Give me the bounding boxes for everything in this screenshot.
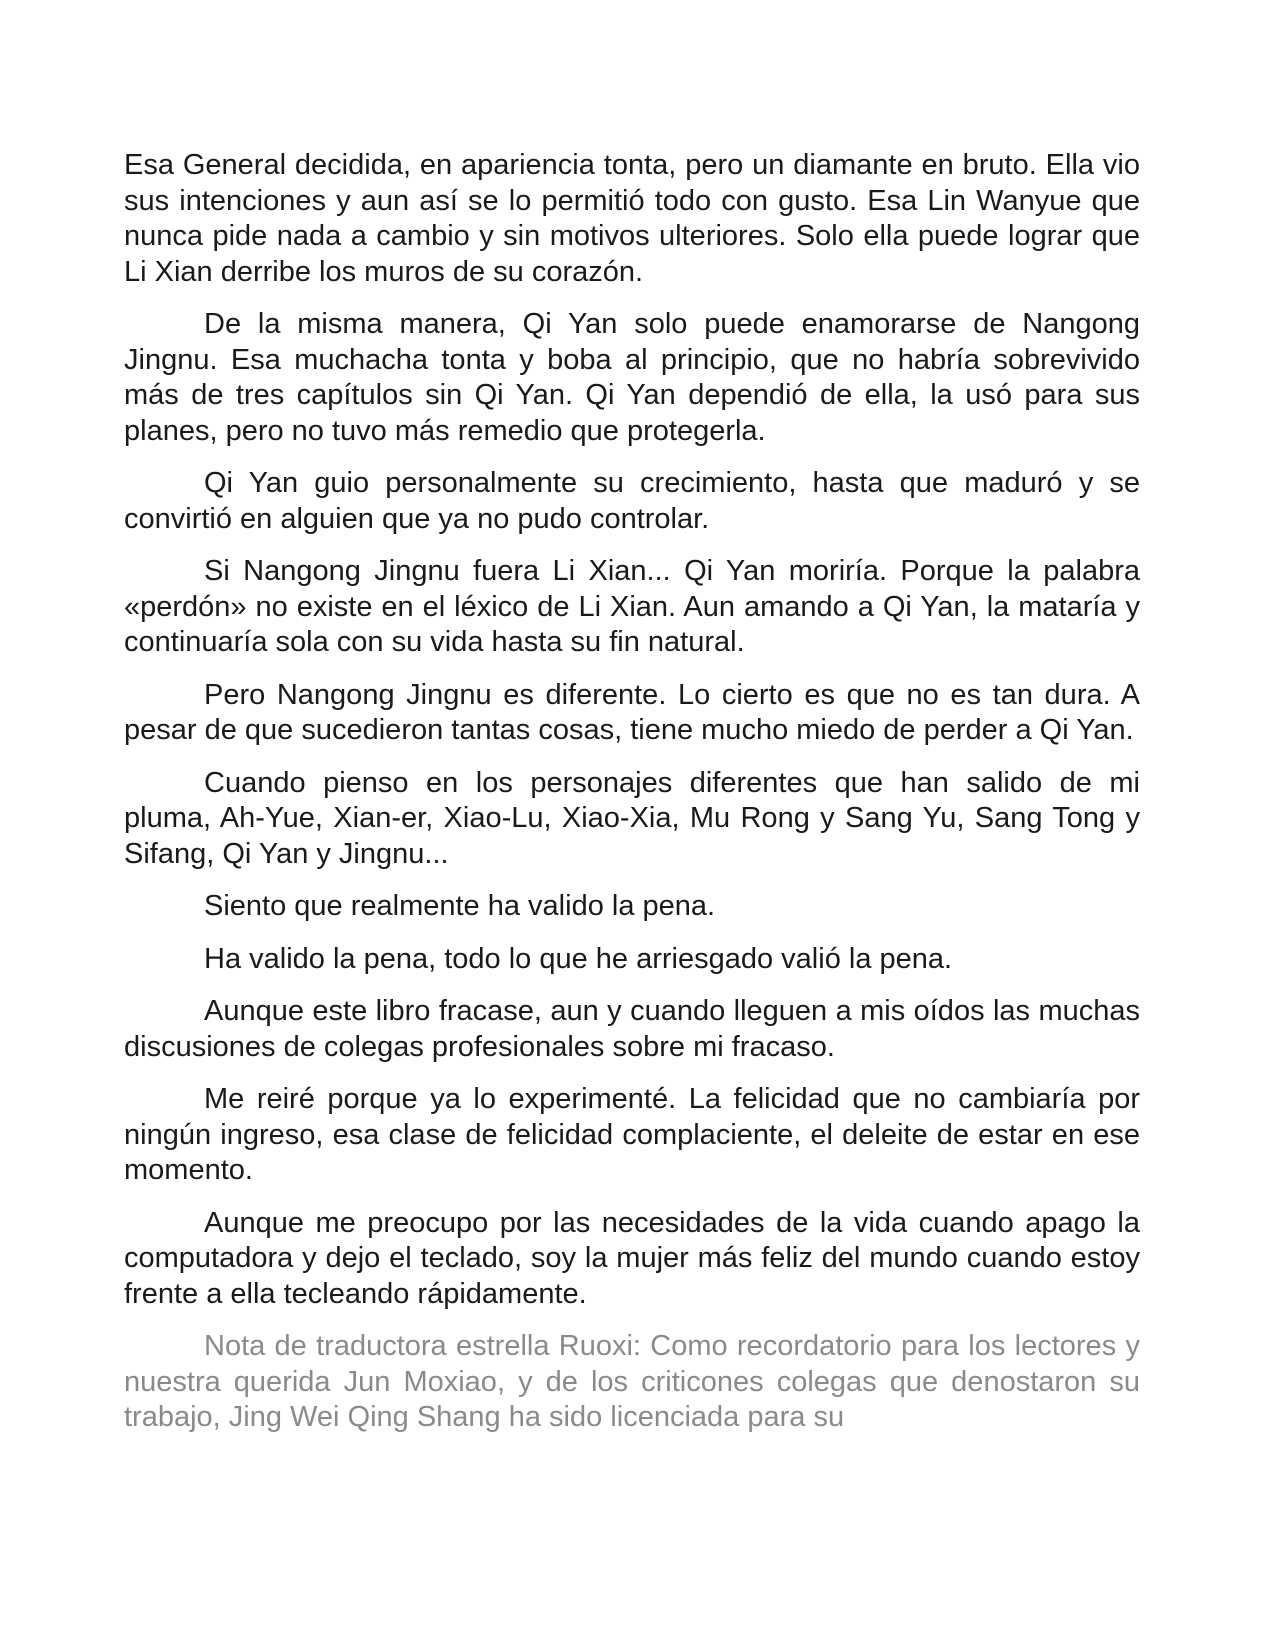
paragraph-1: Esa General decidida, en apariencia tonta, pero un diamante en bruto. Ella vio sus intenciones y aun así se lo permitió todo con gusto. Esa Lin Wanyue que nunca pide nada a cambio y sin motivos ulteriores. Solo ella puede lograr que Li Xian derribe los muros de su corazón. [124, 149, 1140, 288]
paragraph-3: Qi Yan guio personalmente su crecimiento, hasta que maduró y se convirtió en alguien que ya no pudo controlar. [124, 467, 1140, 535]
paragraph-6: Cuando pienso en los personajes diferentes que han salido de mi pluma, Ah-Yue, Xian-er, Xiao-Lu, Xiao-Xia, Mu Rong y Sang Yu, Sang Tong y Sifang, Qi Yan y Jingnu... [124, 766, 1140, 870]
paragraph-5: Pero Nangong Jingnu es diferente. Lo cierto es que no es tan dura. A pesar de que sucedieron tantas cosas, tiene mucho miedo de perder a Qi Yan. [124, 678, 1140, 746]
paragraph-11: Aunque me preocupo por las necesidades de la vida cuando apago la computadora y dejo el teclado, soy la mujer más feliz del mundo cuando estoy frente a ella tecleando rápidamente. [124, 1206, 1140, 1310]
paragraph-4: Si Nangong Jingnu fuera Li Xian... Qi Yan moriría. Porque la palabra «perdón» no existe en el léxico de Li Xian. Aun amando a Qi Yan, la mataría y continuaría sola con su vida hasta su fin natural. [124, 555, 1140, 658]
paragraph-2: De la misma manera, Qi Yan solo puede enamorarse de Nangong Jingnu. Esa muchacha tonta y boba al principio, que no habría sobrevivido más de tres capítulos sin Qi Yan. Qi Yan dependió de ella, la usó para sus planes, pero no tuvo más remedio que protegerla. [124, 308, 1140, 447]
body-text [124, 148, 1140, 1436]
paragraph-8: Ha valido la pena, todo lo que he arriesgado valió la pena. [204, 942, 953, 975]
paragraph-9: Aunque este libro fracase, aun y cuando lleguen a mis oídos las muchas discusiones de colegas profesionales sobre mi fracaso. [124, 995, 1140, 1063]
translator-note: Nota de traductora estrella Ruoxi: Como recordatorio para los lectores y nuestra querida Jun Moxiao, y de los criticones colegas que denostaron su trabajo, Jing Wei Qing Shang ha sido licenciada para su [124, 1330, 1140, 1433]
paragraph-7: Siento que realmente ha valido la pena. [204, 890, 716, 922]
paragraph-10: Me reiré porque ya lo experimenté. La felicidad que no cambiaría por ningún ingreso, esa clase de felicidad complaciente, el deleite de estar en ese momento. [124, 1083, 1140, 1186]
